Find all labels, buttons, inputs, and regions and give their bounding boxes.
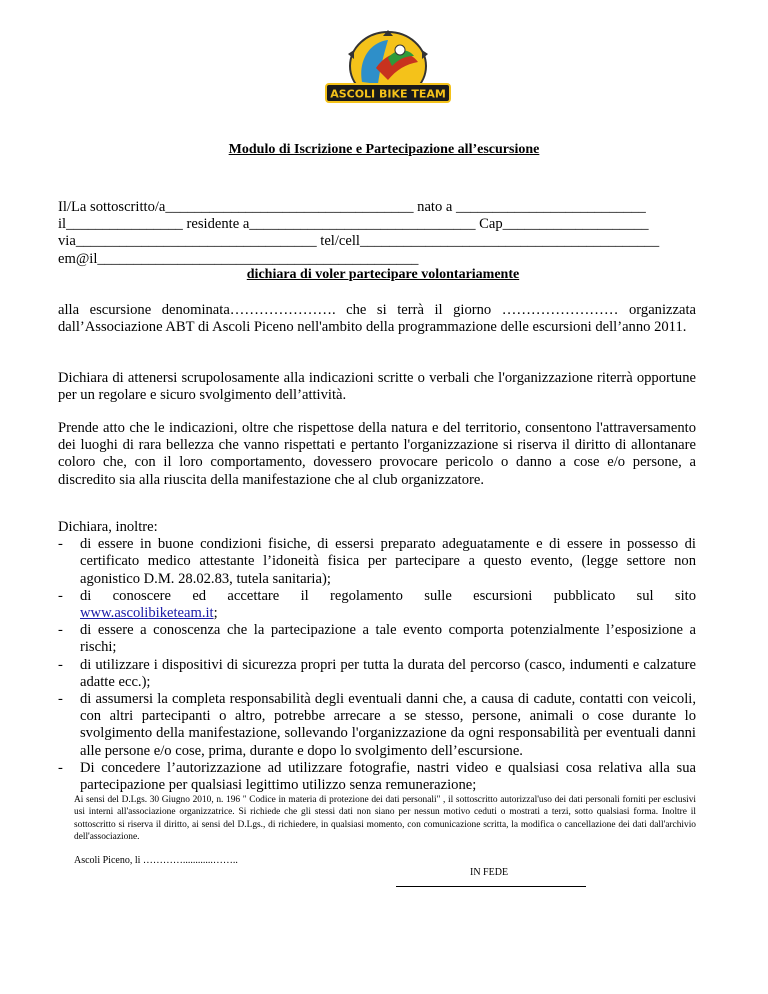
declarations-intro: Dichiara, inoltre: xyxy=(58,519,158,535)
privacy-notice: Ai sensi del D.Lgs. 30 Giugno 2010, n. 196 " Codice in materia di protezione dei dati personali" , il sottoscritto autorizzal'uso dei dati personali forniti per esclusivi usi interni all'associazione organizzatrice. Si richiede che gli stessi dati non siano per nessun motivo ceduti o mostrati a terzi, sotto qualsiasi forma. Inoltre il sottoscritto si riserva il diritto, ai sensi del D.Lgs., di richiedere, in qualsiasi momento, con comunicazione scritta, la modifica o cancellazione dei dati dall'archivio dell'associazione. xyxy=(74,795,696,843)
list-item: - di utilizzare i dispositivi di sicurezza propri per tutta la durata del percorso (casco, indumenti e calzature adatte ecc.); xyxy=(58,656,696,690)
name-field-line[interactable]: Il/La sottoscritto/a__________________________________ nato a __________________________ xyxy=(58,199,646,215)
list-item: - Di concedere l’autorizzazione ad utilizzare fotografie, nastri video e qualsiasi cosa relativa alla sua partecipazione per qualsiasi legittimo utilizzo senza remunerazione; xyxy=(58,759,696,794)
declarations-list xyxy=(58,536,696,794)
declaration-heading: dichiara di voler partecipare volontariamente xyxy=(246,267,520,282)
email-line[interactable]: em@il____________________________________________ xyxy=(58,250,419,267)
logo-text: ASCOLI BIKE TEAM xyxy=(330,87,446,101)
ascoli-bike-team-logo xyxy=(318,20,458,112)
list-item: - di essere a conoscenza che la partecipazione a tale evento comporta potenzialmente l’esposizione a rischi; xyxy=(58,622,696,656)
website-link[interactable]: www.ascolibiketeam.it xyxy=(80,605,214,622)
place-date-line[interactable]: Ascoli Piceno, li …………............…….. xyxy=(74,855,238,866)
birthdate-residence-line[interactable]: il________________ residente a_______________________________ Cap____________________ xyxy=(58,216,649,233)
personal-data-fields xyxy=(58,199,696,268)
acknowledgement-paragraph: Prende atto che le indicazioni, oltre che rispettose della natura e del territorio, consentono l'attraversamento dei luoghi di rara bellezza che vanno rispettati e pertanto l'organizzazione si riserva il diritto di allontanare coloro che, con il loro comportamento, dovessero provocare pericolo o danno a cose e/o persone, a discredito sia alla riuscita della manifestazione che al club organizzatore. xyxy=(58,420,696,488)
rules-paragraph: Dichiara di attenersi scrupolosamente alla indicazioni scritte o verbali che l'organizzazione riterrà opportune per un regolare e sicuro svolgimento dell’attività. xyxy=(58,370,696,404)
signature-line[interactable] xyxy=(396,886,586,887)
list-item: - di conoscere ed accettare il regolamento sulle escursioni pubblicato sul sito www.ascolibiketeam.it; xyxy=(58,587,696,622)
in-fede-label: IN FEDE xyxy=(470,867,509,878)
excursion-paragraph: alla escursione denominata…………………. che si terrà il giorno …………………… organizzata dall’Associazione ABT di Ascoli Piceno nell'ambito della programmazione delle escursioni dell’anno 2011. xyxy=(58,302,696,336)
form-title: Modulo di Iscrizione e Partecipazione all’escursione xyxy=(228,142,540,157)
declarations-section xyxy=(58,519,696,794)
address-phone-line[interactable]: via_________________________________ tel/cell_________________________________________ xyxy=(58,233,660,250)
list-item: - di assumersi la completa responsabilità degli eventuali danni che, a causa di cadute, contatti con veicoli, con altri partecipanti o altro, potrebbe arrecare a se stesso, persone, animali o cose durante lo svolgimento della manifestazione, sollevando l'organizzazione da ogni responsabilità per eventuali danni alle persone e/o cose, prima, durante e dopo lo svolgimento dell’escursione. xyxy=(58,691,696,759)
list-item: - di essere in buone condizioni fisiche, di essersi preparato adeguatamente e di essere in possesso di certificato medico attestante l’idoneità fisica per partecipare a questo evento, (legge settore non agonistico D.M. 28.02.83, tutela sanitaria); xyxy=(58,536,696,587)
